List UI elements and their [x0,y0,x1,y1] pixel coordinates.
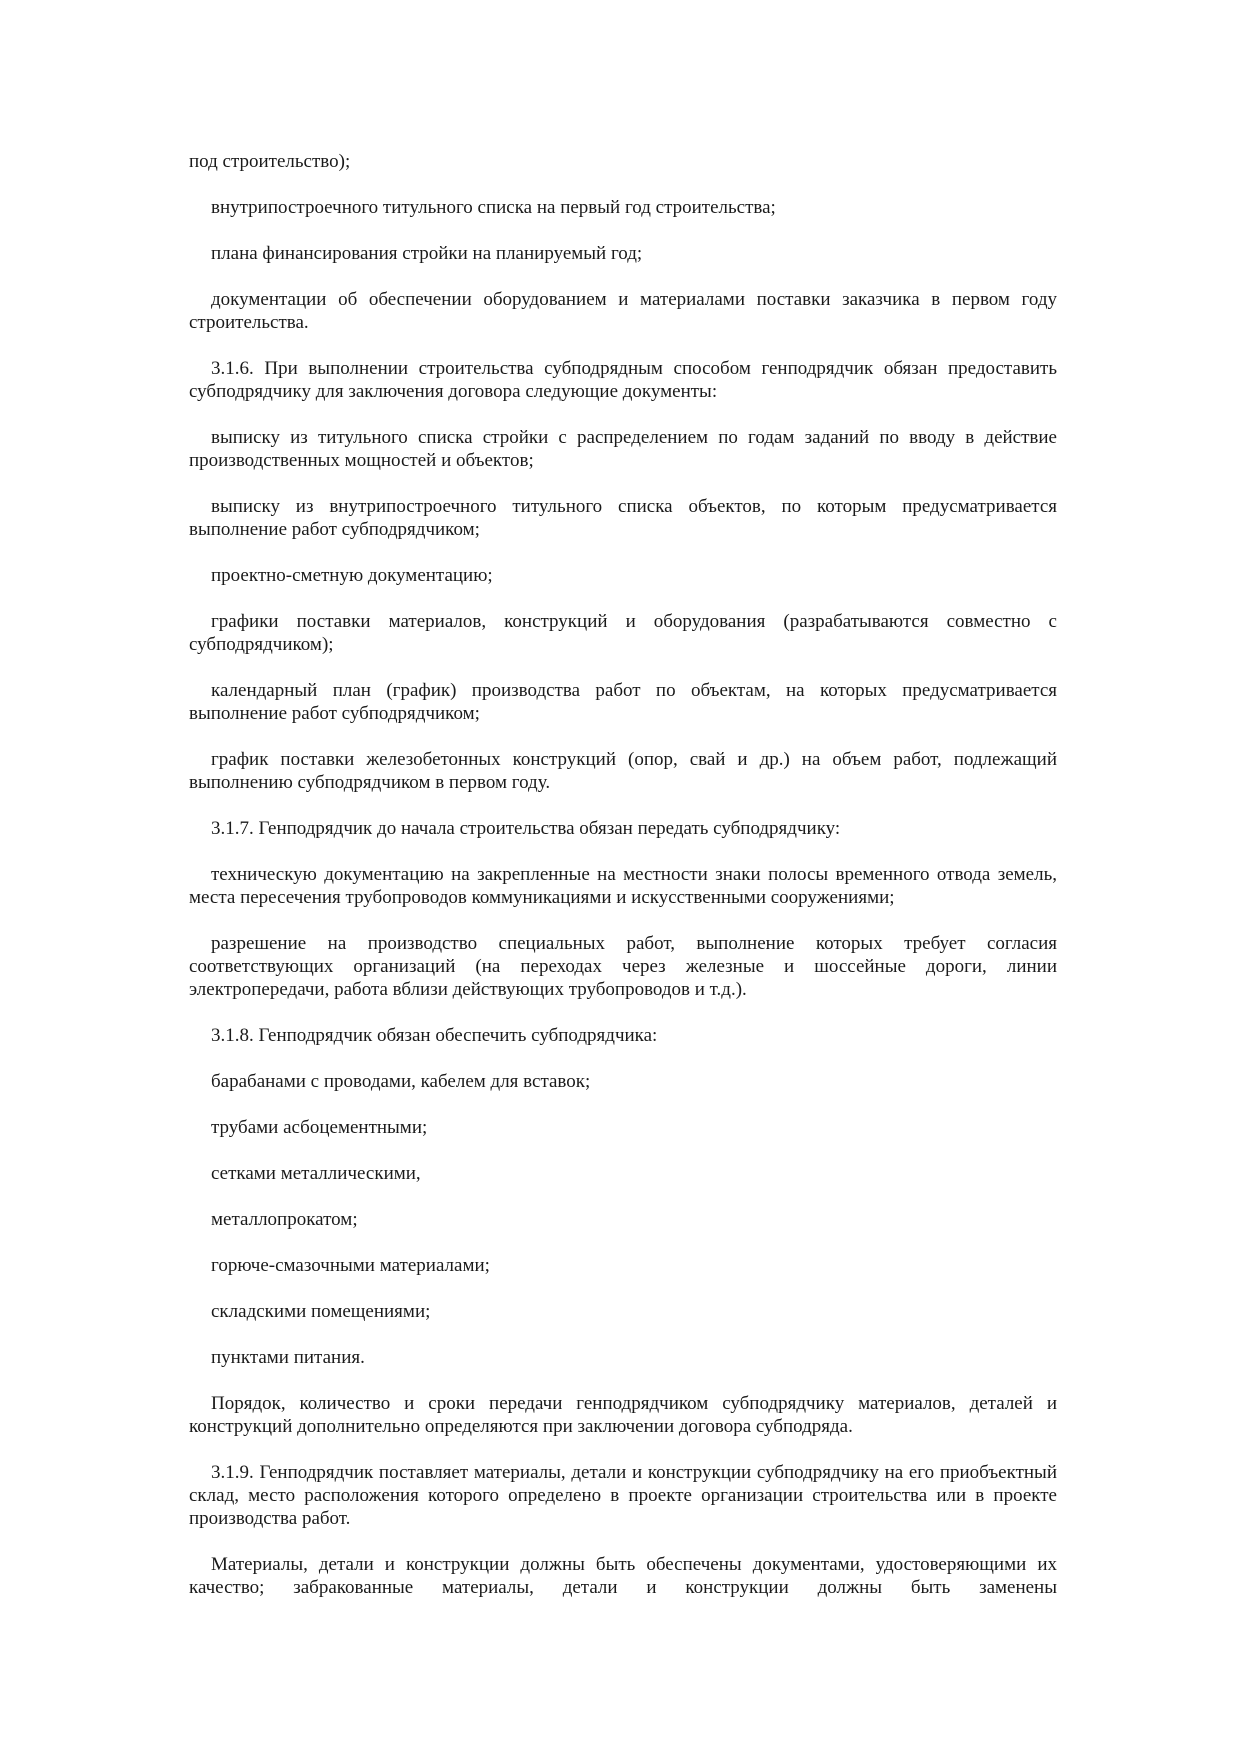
document-page [189,150,1057,1599]
paragraph: графики поставки материалов, конструкций и оборудования (разрабатываются совместно с субподрядчиком); [189,611,1057,655]
paragraph: Материалы, детали и конструкции должны быть обеспечены документами, удостоверяющими их качество; забракованные материалы, детали и конструкции должны быть заменены [189,1554,1057,1598]
paragraph: пунктами питания. [211,1347,365,1368]
section-paragraph-3-1-8: 3.1.8. Генподрядчик обязан обеспечить субподрядчика: [211,1025,658,1046]
paragraph: разрешение на производство специальных работ, выполнение которых требует согласия соответствующих организаций (на переходах через железные и шоссейные дороги, линии электропередачи, работа вблизи действующих трубопроводов и т.д.). [189,933,1057,1000]
section-paragraph-3-1-7: 3.1.7. Генподрядчик до начала строительства обязан передать субподрядчику: [211,818,841,839]
paragraph: сетками металлическими, [211,1163,421,1184]
paragraph: трубами асбоцементными; [211,1117,428,1138]
paragraph: календарный план (график) производства работ по объектам, на которых предусматривается выполнение работ субподрядчиком; [189,680,1057,724]
section-paragraph-3-1-9: 3.1.9. Генподрядчик поставляет материалы, детали и конструкции субподрядчику на его приобъектный склад, место расположения которого определено в проекте организации строительства или в проекте производства работ. [189,1462,1057,1529]
paragraph: складскими помещениями; [211,1301,431,1322]
paragraph: выписку из внутрипостроечного титульного списка объектов, по которым предусматривается выполнение работ субподрядчиком; [189,496,1057,540]
paragraph: Порядок, количество и сроки передачи генподрядчиком субподрядчику материалов, деталей и конструкций дополнительно определяются при заключении договора субподряда. [189,1393,1057,1437]
paragraph: барабанами с проводами, кабелем для вставок; [211,1071,591,1092]
paragraph: проектно-сметную документацию; [211,565,493,586]
paragraph: металлопрокатом; [211,1209,358,1230]
paragraph: график поставки железобетонных конструкций (опор, свай и др.) на объем работ, подлежащий выполнению субподрядчиком в первом году. [189,749,1057,793]
paragraph: плана финансирования стройки на планируемый год; [211,243,643,264]
paragraph: под строительство); [189,151,351,172]
paragraph: техническую документацию на закрепленные на местности знаки полосы временного отвода земель, места пересечения трубопроводов коммуникациями и искусственными сооружениями; [189,864,1057,908]
section-paragraph-3-1-6: 3.1.6. При выполнении строительства субподрядным способом генподрядчик обязан предоставить субподрядчику для заключения договора следующие документы: [189,358,1057,402]
paragraph: документации об обеспечении оборудованием и материалами поставки заказчика в первом году строительства. [189,289,1057,333]
paragraph: выписку из титульного списка стройки с распределением по годам заданий по вводу в действие производственных мощностей и объектов; [189,427,1057,471]
paragraph: горюче-смазочными материалами; [211,1255,490,1276]
paragraph: внутрипостроечного титульного списка на первый год строительства; [211,197,776,218]
